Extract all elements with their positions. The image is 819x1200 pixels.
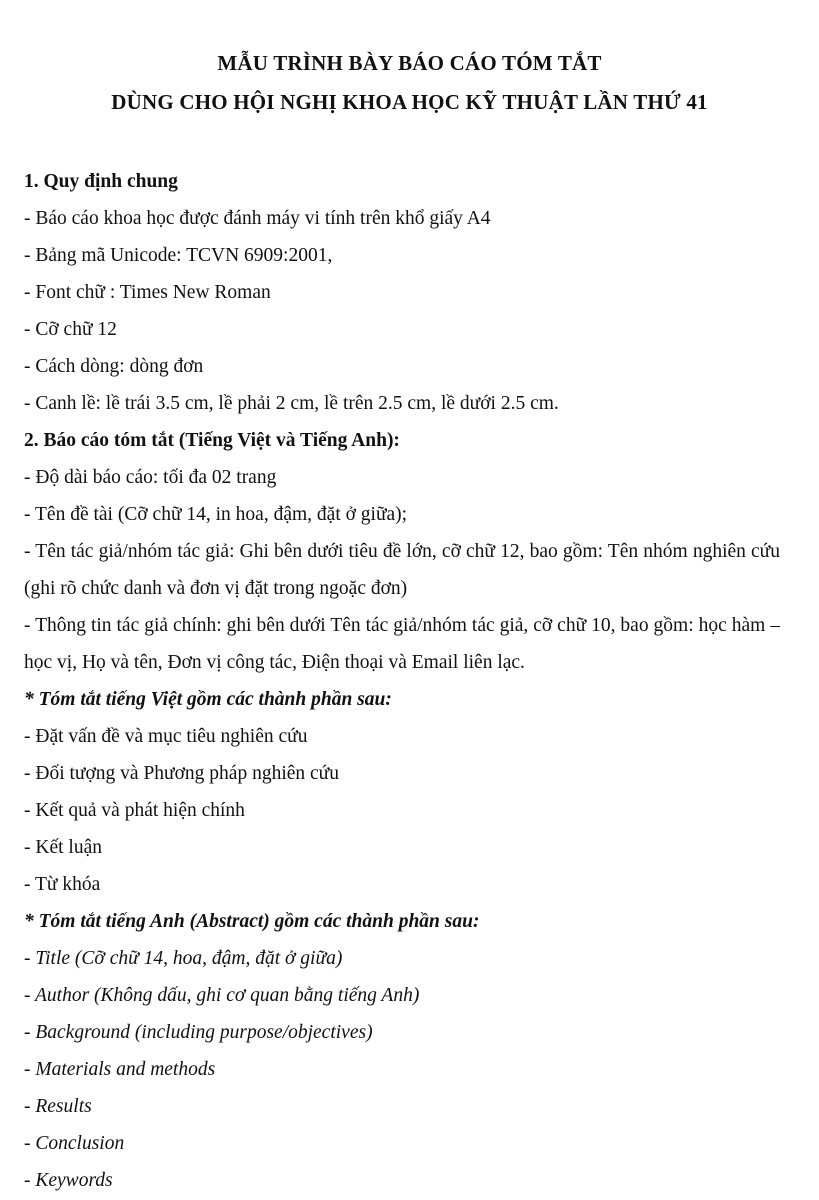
document-body [24,163,780,1199]
section-2-item: - Độ dài báo cáo: tối đa 02 trang [24,467,277,488]
vietnamese-summary-item: - Đối tượng và Phương pháp nghiên cứu [24,763,339,784]
section-1-item: - Cách dòng: dòng đơn [24,356,204,377]
vietnamese-summary-item: - Từ khóa [24,874,101,895]
document-title-line-1: MẪU TRÌNH BÀY BÁO CÁO TÓM TẮT [217,51,602,75]
english-summary-item: - Background (including purpose/objectives) [24,1022,373,1043]
english-summary-item: - Materials and methods [24,1059,216,1080]
vietnamese-summary-heading: * Tóm tắt tiếng Việt gồm các thành phần sau: [24,689,392,710]
section-2-item: - Tên tác giả/nhóm tác giả: Ghi bên dưới tiêu đề lớn, cỡ chữ 12, bao gồm: Tên nhóm nghiên cứu (ghi rõ chức danh và đơn vị đặt trong ngoặc đơn) [24,541,780,599]
section-1-item: - Font chữ : Times New Roman [24,282,271,303]
vietnamese-summary-item: - Đặt vấn đề và mục tiêu nghiên cứu [24,726,308,747]
section-1-item: - Bảng mã Unicode: TCVN 6909:2001, [24,245,333,266]
section-2-item: - Thông tin tác giả chính: ghi bên dưới Tên tác giả/nhóm tác giả, cỡ chữ 10, bao gồm: học hàm – học vị, Họ và tên, Đơn vị công tác, Điện thoại và Email liên lạc. [24,615,780,673]
english-summary-item: - Author (Không dấu, ghi cơ quan bằng tiếng Anh) [24,985,420,1006]
document-title-line-2: DÙNG CHO HỘI NGHỊ KHOA HỌC KỸ THUẬT LẦN THỨ 41 [111,90,708,114]
english-summary-item: - Conclusion [24,1133,125,1154]
vietnamese-summary-item: - Kết luận [24,837,102,858]
section-2-item: - Tên đề tài (Cỡ chữ 14, in hoa, đậm, đặt ở giữa); [24,504,408,525]
section-1-item: - Canh lề: lề trái 3.5 cm, lề phải 2 cm, lề trên 2.5 cm, lề dưới 2.5 cm. [24,393,559,414]
english-summary-item: - Title (Cỡ chữ 14, hoa, đậm, đặt ở giữa) [24,948,343,969]
vietnamese-summary-item: - Kết quả và phát hiện chính [24,800,245,821]
section-2-heading: 2. Báo cáo tóm tắt (Tiếng Việt và Tiếng Anh): [24,430,400,451]
section-1-item: - Báo cáo khoa học được đánh máy vi tính trên khổ giấy A4 [24,208,491,229]
english-summary-item: - Keywords [24,1170,113,1191]
section-1-heading: 1. Quy định chung [24,171,178,192]
section-1-item: - Cỡ chữ 12 [24,319,117,340]
english-summary-item: - Results [24,1096,92,1117]
english-summary-heading: * Tóm tắt tiếng Anh (Abstract) gồm các thành phần sau: [24,911,480,932]
